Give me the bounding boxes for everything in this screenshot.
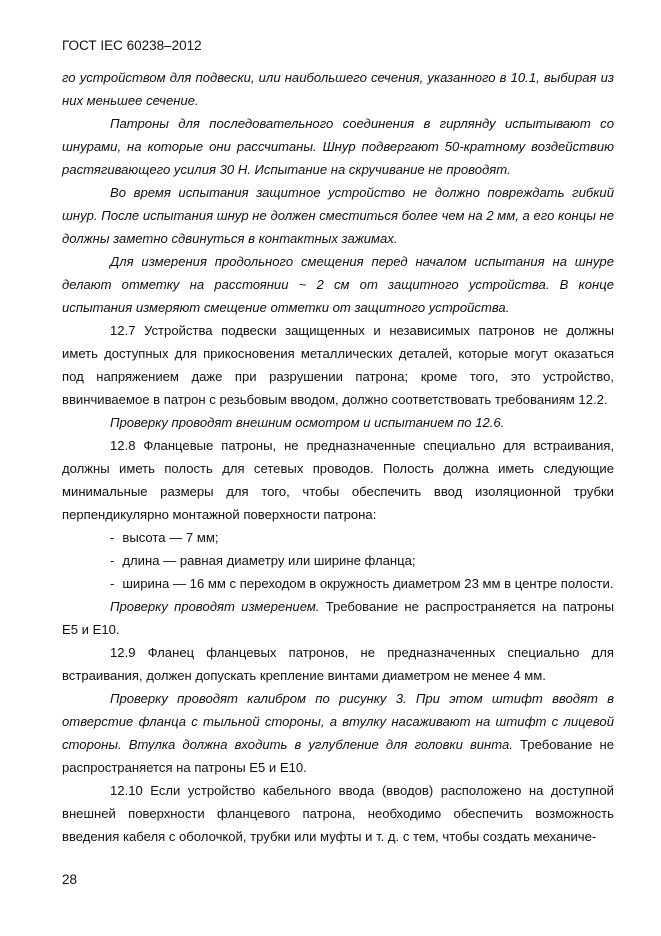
italic-text: Во время испытания защитное устройство не должно повреждать гибкий шнур. После испытания шнур не должен сместиться более чем на 2 мм, а его концы не должны заметно сдвинуться в контактных зажимах. xyxy=(62,185,614,246)
paragraph-12-8: 12.8 Фланцевые патроны, не предназначенные специально для встраивания, должны иметь полость для сетевых проводов. Полость должна иметь следующие минимальные размеры для того, чтобы обеспечить ввод изоляционной трубки перпендикулярно монтажной поверхности патрона: xyxy=(62,438,614,522)
italic-text: Проверку проводят калибром по рисунку 3. При этом штифт вводят в отверстие фланца с тыльной стороны, а втулку насаживают на штифт с лицевой стороны. Втулка должна входить в углубление для головки винта. xyxy=(62,691,614,752)
list-item xyxy=(62,526,614,549)
list-item xyxy=(62,549,614,572)
list-dash: - xyxy=(110,553,115,568)
list-dash: - xyxy=(110,576,115,591)
list-item-text: высота — 7 мм; xyxy=(122,530,219,545)
paragraph-12-7: 12.7 Устройства подвески защищенных и независимых патронов не должны иметь доступных для прикосновения металлических деталей, которые могут оказаться под напряжением даже при разрушении патрона; кроме того, это устройство, ввинчиваемое в патрон с резьбовым вводом, должно соответствовать требованиям 12.2. xyxy=(62,323,614,407)
plain-text: Требование не распространяется на патроны Е5 и Е10. xyxy=(62,737,614,775)
italic-text: Проверку проводят измерением. xyxy=(110,599,320,614)
list-item xyxy=(62,572,614,595)
italic-text: го устройством для подвески, или наибольшего сечения, указанного в 10.1, выбирая из них меньшее сечение. xyxy=(62,70,614,108)
paragraph-12-7-check xyxy=(62,411,614,434)
list-dash: - xyxy=(110,530,115,545)
paragraph-12-8-check xyxy=(62,595,614,641)
paragraph-12-9-check xyxy=(62,687,614,779)
list-item-text: длина — равная диаметру или ширине фланца; xyxy=(122,553,416,568)
paragraph-displacement-measurement xyxy=(62,250,614,319)
paragraph-test-requirement xyxy=(62,181,614,250)
paragraph-12-10: 12.10 Если устройство кабельного ввода (вводов) расположено на доступной внешней поверхности фланцевого патрона, необходимо обеспечить возможность введения кабеля с оболочкой, трубки или муфты и т. д. с тем, чтобы создать механиче- xyxy=(62,783,614,844)
plain-text: Требование не распространяется на патроны Е5 и Е10. xyxy=(62,599,615,637)
paragraph-continuation xyxy=(62,66,614,112)
paragraph-12-9: 12.9 Фланец фланцевых патронов, не предназначенных специально для встраивания, должен допускать крепление винтами диаметром не менее 4 мм. xyxy=(62,645,614,683)
italic-text: Проверку проводят внешним осмотром и испытанием по 12.6. xyxy=(110,415,505,430)
page-body xyxy=(62,66,614,848)
paragraph-series-cords xyxy=(62,112,614,181)
italic-text: Патроны для последовательного соединения в гирлянду испытывают со шнурами, на которые они рассчитаны. Шнур подвергают 50-кратному воздействию растягивающего усилия 30 Н. Испытание на скручивание не проводят. xyxy=(62,116,614,177)
document-header: ГОСТ IEC 60238–2012 xyxy=(62,38,202,53)
page-number: 28 xyxy=(62,872,78,887)
italic-text: Для измерения продольного смещения перед началом испытания на шнуре делают отметку на расстоянии ~ 2 см от защитного устройства. В конце испытания измеряют смещение отметки от защитного устройства. xyxy=(62,254,614,315)
list-item-text: ширина — 16 мм с переходом в окружность диаметром 23 мм в центре полости. xyxy=(122,576,614,591)
